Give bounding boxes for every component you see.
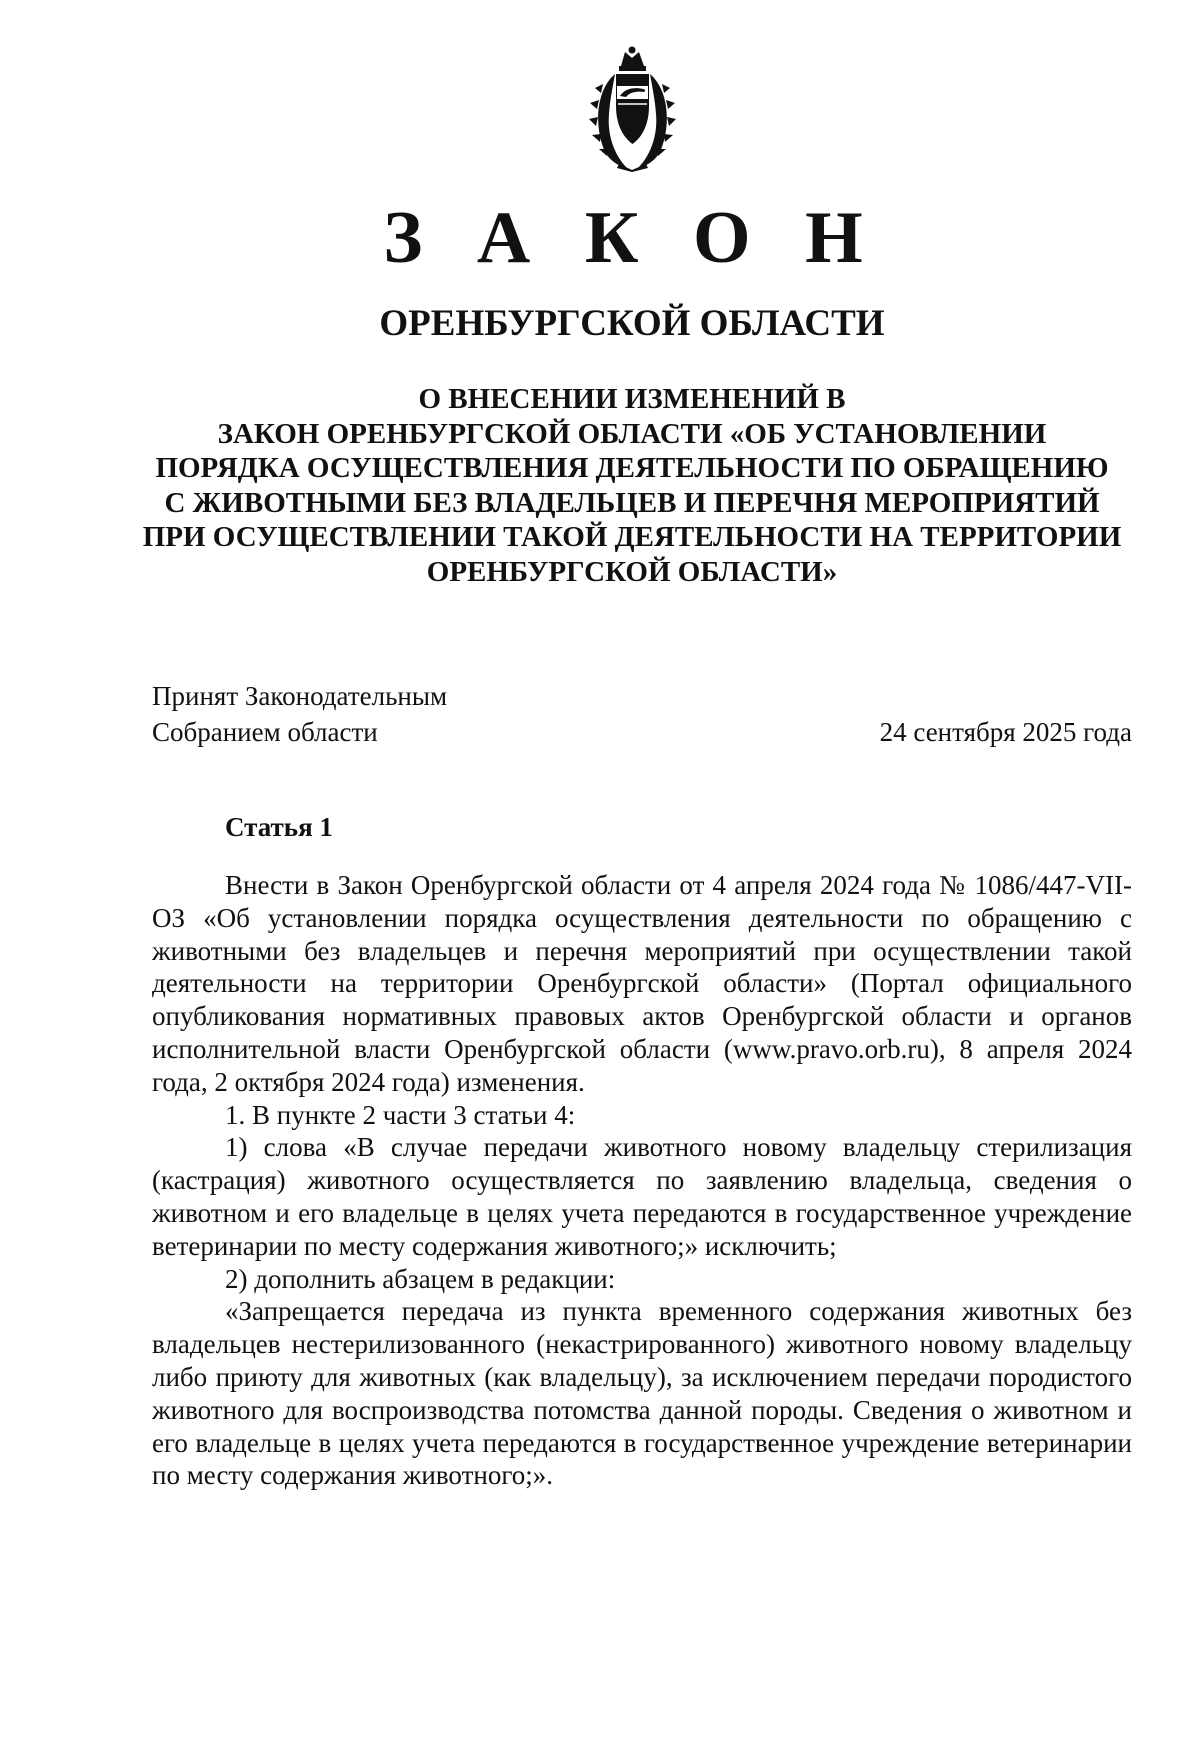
document-title: З А К О Н xyxy=(383,197,881,279)
subject-line: ПОРЯДКА ОСУЩЕСТВЛЕНИЯ ДЕЯТЕЛЬНОСТИ ПО ОБРАЩЕНИЮ xyxy=(155,452,1109,484)
adoption-block xyxy=(152,678,1132,750)
coat-of-arms-icon xyxy=(585,44,680,172)
subject-line: ЗАКОН ОРЕНБУРГСКОЙ ОБЛАСТИ «ОБ УСТАНОВЛЕНИИ xyxy=(217,417,1047,450)
article-paragraph: 1. В пункте 2 части 3 статьи 4: xyxy=(225,1099,576,1130)
article-paragraph: 2) дополнить абзацем в редакции: xyxy=(225,1263,616,1294)
article-heading: Статья 1 xyxy=(225,812,333,842)
adopted-by-line-1: Принят Законодательным xyxy=(152,681,448,711)
region-title: ОРЕНБУРГСКОЙ ОБЛАСТИ xyxy=(379,303,885,344)
law-subject-title xyxy=(0,382,1200,589)
subject-line: ОРЕНБУРГСКОЙ ОБЛАСТИ» xyxy=(426,555,838,588)
subject-line: ПРИ ОСУЩЕСТВЛЕНИИ ТАКОЙ ДЕЯТЕЛЬНОСТИ НА ТЕРРИТОРИИ xyxy=(142,521,1122,553)
article-paragraph: Внести в Закон Оренбургской области от 4 апреля 2024 года № 1086/447-VII-ОЗ «Об установлении порядка осуществления деятельности по обращению с животными без владельцев и перечня мероприятий при осуществлении такой деятельности на территории Оренбургской области» (Портал официального опубликования нормативных правовых актов Оренбургской области и органов исполнительной власти Оренбургской области (www.pravo.orb.ru), 8 апреля 2024 года, 2 октября 2024 года) изменения. xyxy=(152,870,1132,1097)
article-paragraph: 1) слова «В случае передачи животного новому владельцу стерилизация (кастрация) животного осуществляется по заявлению владельца, сведения о животном и его владельце в целях учета передаются в государственное учреждение ветеринарии по месту содержания животного;» исключить; xyxy=(152,1132,1132,1261)
subject-line: С ЖИВОТНЫМИ БЕЗ ВЛАДЕЛЬЦЕВ И ПЕРЕЧНЯ МЕРОПРИЯТИЙ xyxy=(164,486,1100,519)
subject-line: О ВНЕСЕНИИ ИЗМЕНЕНИЙ В xyxy=(418,383,846,415)
article-body xyxy=(152,869,1132,1492)
adoption-date: 24 сентября 2025 года xyxy=(879,717,1132,747)
adopted-by-line-2: Собранием области xyxy=(152,717,378,747)
article-paragraph: «Запрещается передача из пункта временного содержания животных без владельцев нестерилизованного (некастрированного) животного новому владельцу либо приюту для животных (как владельцу), за исключением передачи породистого животного для воспроизводства потомства данной породы. Сведения о животном и его владельце в целях учета передаются в государственное учреждение ветеринарии по месту содержания животного;». xyxy=(152,1296,1132,1491)
